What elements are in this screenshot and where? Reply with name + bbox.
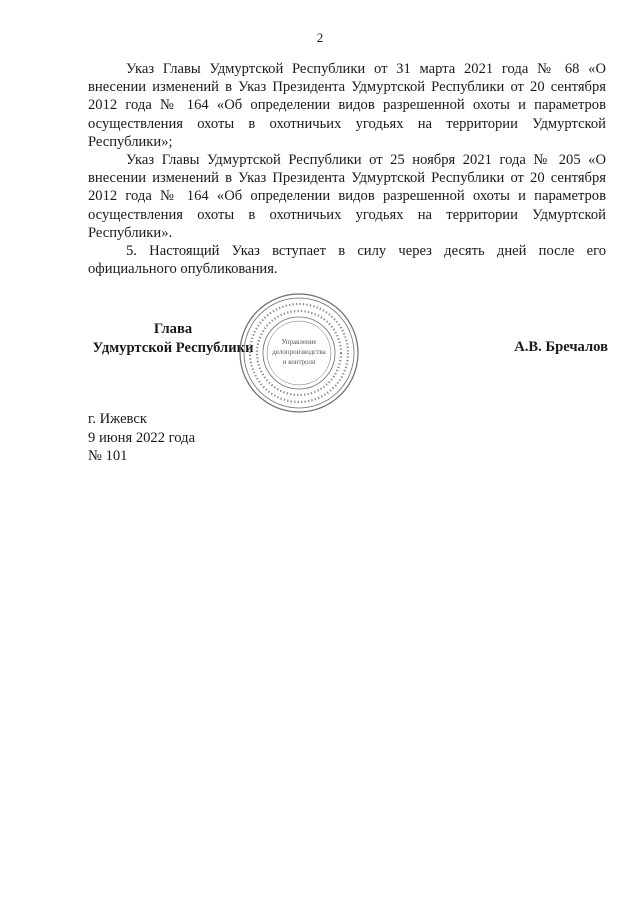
official-seal-stamp: [238, 292, 360, 414]
decree-number: № 101: [88, 448, 128, 464]
paragraph-effective-date: 5. Настоящий Указ вступает в силу через десять дней после его официального опубликования.: [88, 243, 606, 278]
city: г. Ижевск: [88, 411, 147, 427]
issue-date: 9 июня 2022 года: [88, 429, 196, 446]
signatory-title: [88, 320, 258, 357]
seal-text-line3: и контроля: [282, 358, 316, 366]
place-date-block: [88, 410, 195, 466]
seal-text-line2: делопроизводства: [272, 348, 326, 356]
paragraph-decree-205: Указ Главы Удмуртской Республики от 25 ноября 2021 года № 205 «О внесении изменений в Указ Президента Удмуртской Республики от 20 сентября 2012 года № 164 «Об определении видов разрешенной охоты и параметров осуществления охоты в охотничьих угодьях на территории Удмуртской Республики».: [88, 152, 606, 241]
document-body: [88, 60, 606, 278]
signatory-name: А.В. Бречалов: [514, 339, 608, 355]
signatory-title-line2: Удмуртской Республики: [92, 339, 254, 356]
page-number: 2: [316, 30, 324, 45]
paragraph-decree-68: Указ Главы Удмуртской Республики от 31 марта 2021 года № 68 «О внесении изменений в Указ Президента Удмуртской Республики от 20 сентября 2012 года № 164 «Об определении видов разрешенной охоты и параметров осуществления охоты в охотничьих угодьях на территории Удмуртской Республики»;: [88, 61, 606, 150]
seal-text-line1: Управление: [281, 338, 317, 346]
signatory-title-line1: Глава: [153, 321, 193, 337]
